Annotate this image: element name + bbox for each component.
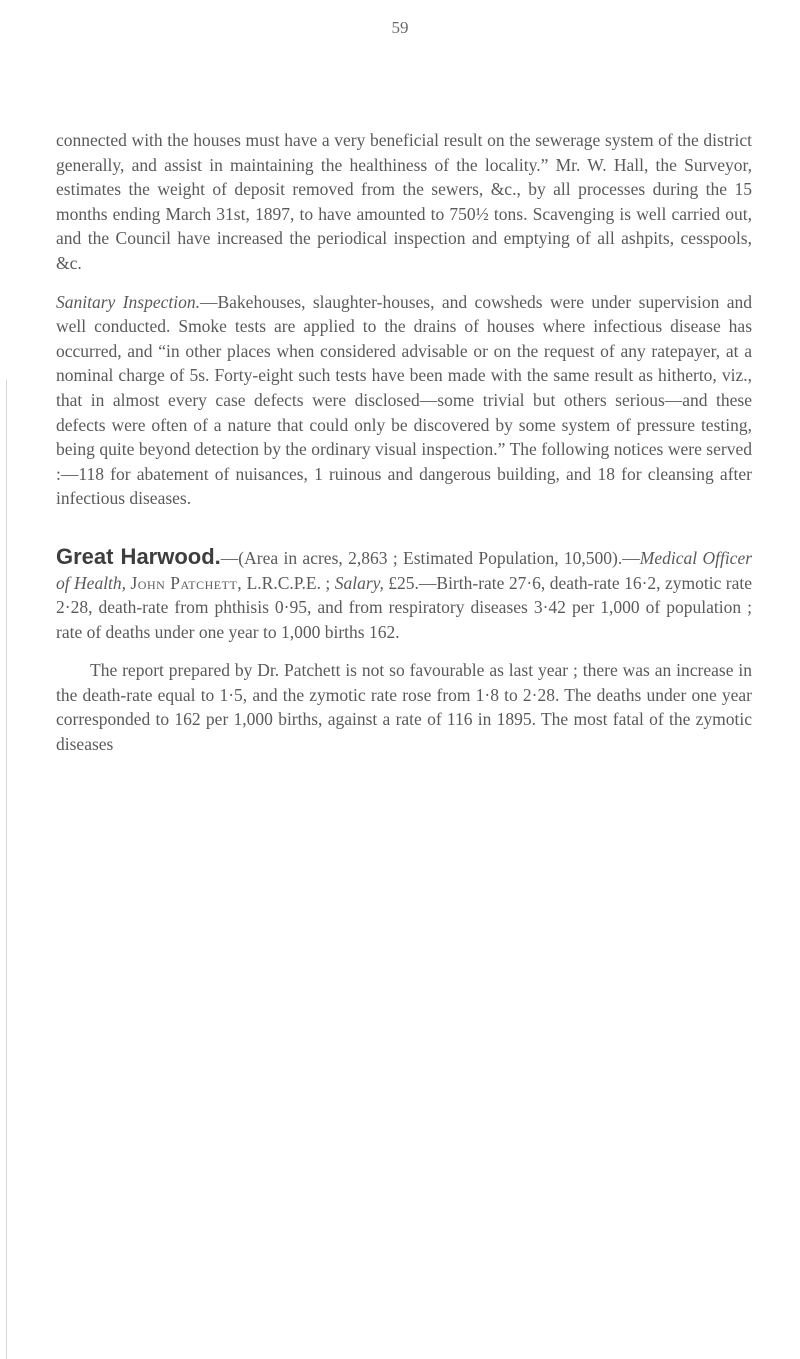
text-column: [56, 128, 752, 757]
sanitary-inspection-heading: Sanitary Inspection.: [56, 291, 200, 312]
officer-name: John Patchett,: [130, 572, 243, 593]
section-stats: £25.—Birth-rate 27·6, death-rate 16·2, zymotic rate 2·28, death-rate from phthisis 0·95, and from respiratory diseases 3·42 per 1,000 of population ; rate of deaths under one year to 1,000 births 162.: [56, 572, 753, 642]
page-number: 59: [391, 18, 409, 37]
paragraph-sewerage: connected with the houses must have a very beneficial result on the sewerage system of the district generally, and assist in maintaining the healthiness of the locality.” Mr. W. Hall, the Surveyor, estimates the weight of deposit removed from the sewers, &c., by all processes during the 15 months ending March 31st, 1897, to have amounted to 750½ tons. Scavenging is well carried out, and the Council have increased the periodical inspection and emptying of all ashpits, cesspools, &c.: [56, 130, 752, 273]
section-area: —(Area in acres, 2,863 ; Estimated Population, 10,500).—: [220, 547, 640, 568]
section-title: Great Harwood.: [56, 543, 221, 569]
margin-rule: [6, 380, 7, 1359]
paragraph-great-harwood: [56, 545, 752, 644]
officer-qualifications: L.R.C.P.E. ;: [246, 572, 331, 593]
officer-label: Medical Officer of Health,: [56, 547, 753, 593]
sanitary-inspection-body: —Bakehouses, slaughter-houses, and cowsheds were under supervision and well conducted. Smoke tests are applied to the drains of houses where infectious disease has occurred, and “in other places when considered advisable or on the request of any ratepayer, at a nominal charge of 5s. Forty-eight such tests have been made with the same result as hitherto, viz., that in almost every case defects were disclosed—some trivial but others serious—and these defects were often of a nature that could only be discovered by some system of pressure testing, being quite beyond detection by the ordinary visual inspection.” The following notices were served :—118 for abatement of nuisances, 1 ruinous and dangerous building, and 18 for cleansing after infectious diseases.: [56, 291, 752, 509]
paragraph-report: The report prepared by Dr. Patchett is not so favourable as last year ; there was an increase in the death-rate equal to 1·5, and the zymotic rate rose from 1·8 to 2·28. The deaths under one year corresponded to 162 per 1,000 births, against a rate of 116 in 1895. The most fatal of the zymotic diseases: [56, 660, 752, 755]
salary-label: Salary,: [334, 572, 384, 593]
paragraph-sanitary-inspection: [56, 290, 752, 511]
